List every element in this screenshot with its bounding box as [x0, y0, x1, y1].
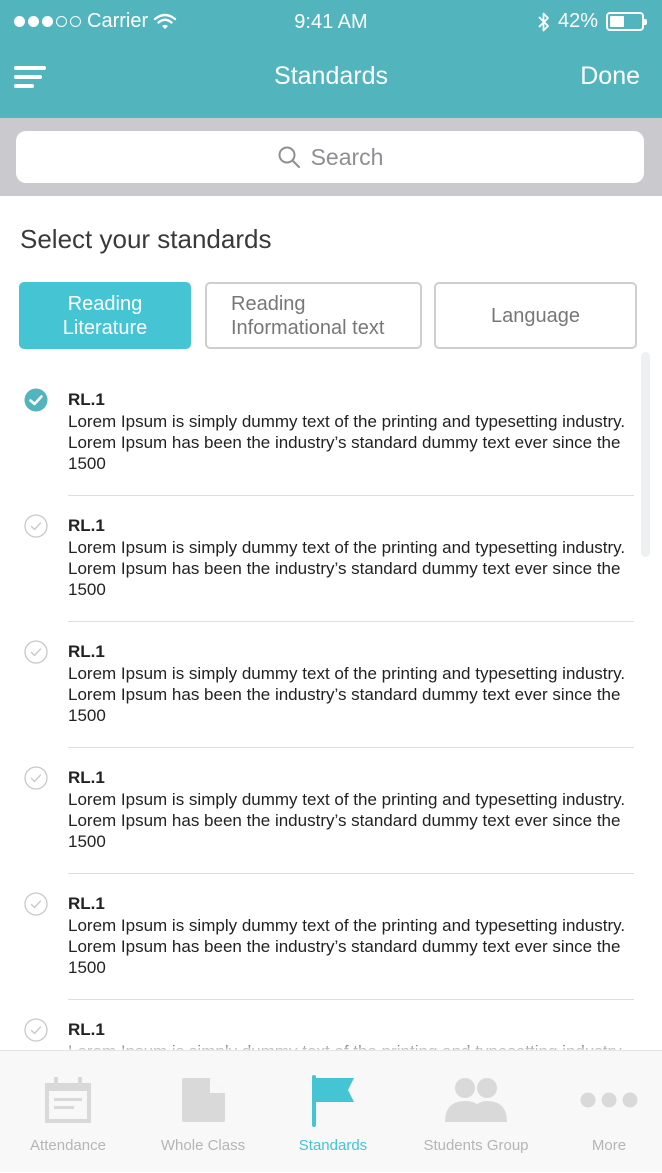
tab-standards[interactable] [270, 1051, 396, 1173]
bluetooth-icon [538, 12, 550, 32]
standard-code: RL.1 [68, 642, 105, 661]
bottom-tab-bar [0, 1050, 662, 1172]
tab-students-group[interactable] [396, 1051, 556, 1173]
done-button[interactable]: Done [580, 62, 640, 90]
page-title: Standards [274, 62, 388, 90]
tab-label: Reading Informational text [231, 292, 385, 339]
standard-code: RL.1 [68, 768, 105, 787]
tab-whole-class[interactable] [136, 1051, 270, 1173]
tab-label: Reading Literature [62, 292, 148, 339]
search-placeholder: Search [310, 143, 384, 170]
standard-description: Lorem Ipsum is simply dummy text of the printing and typesetting industry. Lorem Ipsum has been the industry’s standard dummy text ever since the 1500 [68, 916, 626, 977]
search-input[interactable] [16, 131, 644, 183]
battery-percent: 42% [557, 10, 598, 32]
standards-list [0, 370, 662, 1050]
status-right [538, 10, 644, 33]
checkmark-icon[interactable] [24, 640, 48, 664]
tab-label: Whole Class [160, 1137, 246, 1154]
list-item[interactable] [0, 496, 662, 622]
standard-code: RL.1 [68, 390, 105, 409]
battery-icon [606, 12, 644, 31]
tab-label: More [591, 1137, 627, 1154]
search-bar [0, 118, 662, 196]
list-item[interactable] [0, 370, 662, 496]
standard-tabs [19, 282, 639, 349]
group-icon [443, 1077, 509, 1123]
tab-label: Attendance [30, 1137, 106, 1154]
document-icon [180, 1077, 226, 1123]
section-heading: Select your standards [20, 224, 272, 254]
checkmark-icon[interactable] [24, 514, 48, 538]
tab-more[interactable] [556, 1051, 662, 1173]
status-bar [0, 0, 662, 44]
nav-bar [0, 44, 662, 118]
checkmark-icon[interactable] [24, 388, 48, 412]
standard-code: RL.1 [68, 894, 105, 913]
search-icon [277, 145, 301, 169]
standard-code: RL.1 [68, 1020, 105, 1039]
tab-label: Language [491, 304, 580, 327]
tab-label: Standards [298, 1137, 368, 1154]
top-bar [0, 0, 662, 118]
checkmark-icon[interactable] [24, 766, 48, 790]
standard-description: Lorem Ipsum is simply dummy text of the printing and typesetting industry. Lorem Ipsum has been the industry’s standard dummy text ever since the 1500 [68, 664, 626, 725]
attendance-icon [43, 1077, 93, 1125]
tab-label: Students Group [423, 1137, 529, 1154]
tab-reading-informational[interactable] [205, 282, 422, 349]
list-item[interactable] [0, 748, 662, 874]
tab-attendance[interactable] [0, 1051, 136, 1173]
tab-language[interactable] [434, 282, 637, 349]
standard-description: Lorem Ipsum is simply dummy text of the printing and typesetting industry. Lorem Ipsum has been the industry’s standard dummy text ever since the 1500 [68, 790, 626, 851]
standard-description: Lorem Ipsum is simply dummy text of the printing and typesetting industry. Lorem Ipsum has been the industry’s standard dummy text ever since the 1500 [68, 412, 626, 473]
flag-icon [310, 1075, 356, 1127]
list-item[interactable] [0, 622, 662, 748]
checkmark-icon[interactable] [24, 892, 48, 916]
standard-description: Lorem Ipsum is simply dummy text of the printing and typesetting industry. Lorem Ipsum has been the industry’s standard dummy text ever since the 1500 [68, 538, 626, 599]
status-time: 9:41 AM [294, 11, 368, 33]
carrier-label: Carrier [87, 10, 149, 32]
checkmark-icon[interactable] [24, 1018, 48, 1042]
standard-code: RL.1 [68, 516, 105, 535]
list-item[interactable] [0, 874, 662, 1000]
more-icon [579, 1077, 639, 1123]
tab-reading-literature[interactable] [19, 282, 191, 349]
